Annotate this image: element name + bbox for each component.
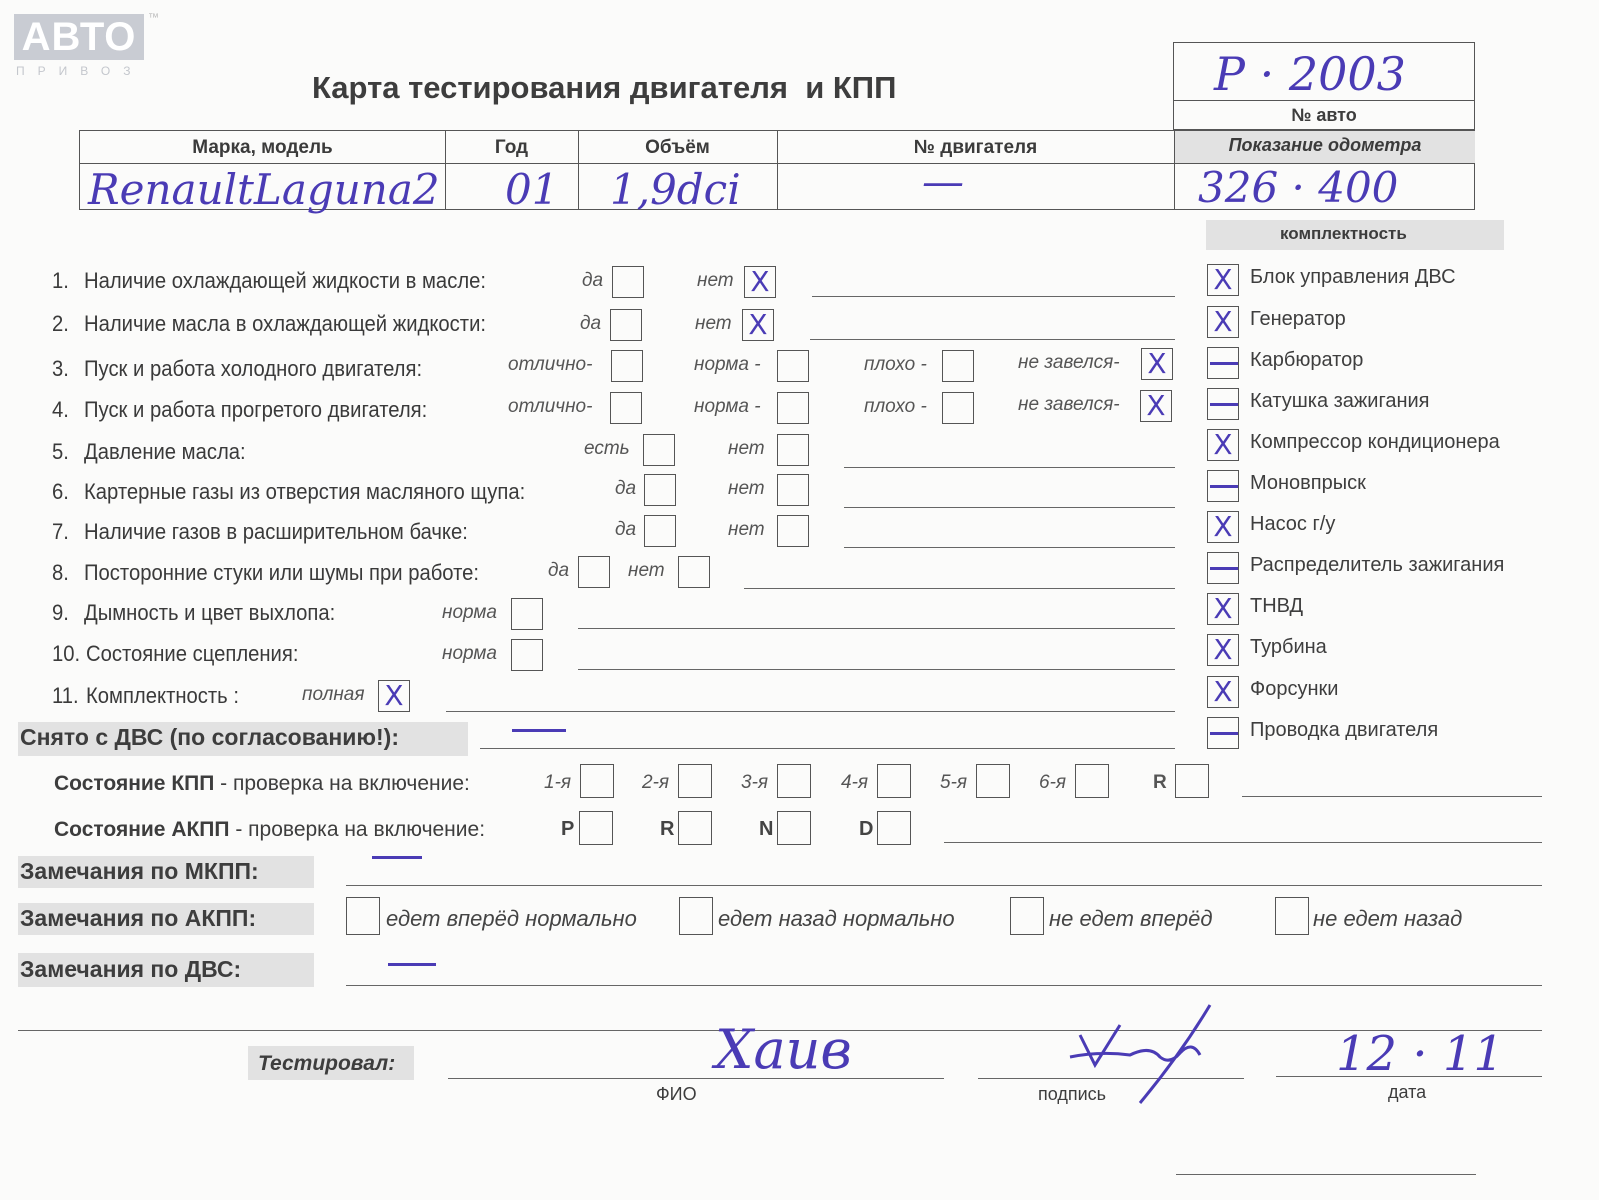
option-checkbox[interactable] bbox=[378, 680, 410, 712]
akpp-remark-checkbox[interactable] bbox=[1275, 897, 1309, 935]
option-label: не завелся- bbox=[1018, 394, 1120, 415]
kpp-gear-checkbox[interactable] bbox=[580, 764, 614, 798]
kpp-gear-label: 3-я bbox=[741, 772, 769, 793]
checkbox-dash-mark bbox=[1210, 567, 1238, 570]
sign-label: подпись bbox=[1038, 1084, 1107, 1104]
option-label: нет bbox=[728, 478, 765, 499]
akpp-remark-checkbox[interactable] bbox=[346, 897, 380, 935]
option-checkbox[interactable] bbox=[777, 474, 809, 506]
option-label: есть bbox=[584, 438, 630, 459]
question-number: 7. bbox=[52, 519, 69, 544]
kit-checkbox[interactable] bbox=[1207, 264, 1239, 296]
kit-item-label: Компрессор кондиционера bbox=[1250, 431, 1500, 453]
akpp-gear-checkbox[interactable] bbox=[678, 811, 712, 845]
header-engine-number: № двигателя bbox=[913, 137, 1038, 158]
odometer-value: 326 · 400 bbox=[1198, 163, 1399, 212]
kit-item-label: Катушка зажигания bbox=[1250, 390, 1430, 412]
checkbox-x-mark: X bbox=[1213, 263, 1233, 296]
checkbox-x-mark: X bbox=[1213, 633, 1233, 666]
option-label: нет bbox=[728, 438, 765, 459]
option-label: нет bbox=[728, 519, 765, 540]
akpp-gear-label: P bbox=[561, 818, 575, 840]
checkbox-x-mark: X bbox=[1146, 389, 1166, 422]
kpp-gear-checkbox[interactable] bbox=[976, 764, 1010, 798]
option-checkbox[interactable] bbox=[777, 392, 809, 424]
question-number: 10. bbox=[52, 641, 81, 666]
kpp-gear-label: R bbox=[1153, 772, 1167, 793]
kit-header: комплектность bbox=[1280, 224, 1407, 243]
logo bbox=[14, 12, 159, 78]
option-checkbox[interactable] bbox=[777, 434, 809, 466]
option-checkbox[interactable] bbox=[511, 598, 543, 630]
volume-value: 1,9dci bbox=[610, 165, 741, 214]
question-text: Наличие газов в расширительном бачке: bbox=[84, 519, 468, 544]
kpp-gear-checkbox[interactable] bbox=[777, 764, 811, 798]
kit-item-label: Проводка двигателя bbox=[1250, 719, 1439, 741]
akpp-gear-checkbox[interactable] bbox=[877, 811, 911, 845]
option-checkbox[interactable] bbox=[942, 350, 974, 382]
kit-checkbox[interactable] bbox=[1207, 470, 1239, 502]
answer-line bbox=[578, 628, 1175, 629]
remarks-dvs-label: Замечания по ДВС: bbox=[20, 956, 242, 982]
question-number: 9. bbox=[52, 600, 69, 625]
kit-checkbox[interactable] bbox=[1207, 717, 1239, 749]
question-number: 2. bbox=[52, 311, 69, 336]
option-label: нет bbox=[628, 560, 665, 581]
option-label: норма - bbox=[694, 396, 761, 417]
option-checkbox[interactable] bbox=[611, 350, 643, 382]
option-label: плохо - bbox=[864, 354, 927, 375]
kit-checkbox[interactable] bbox=[1207, 511, 1239, 543]
odometer-label: Показание одометра bbox=[1228, 135, 1422, 155]
option-label: да bbox=[580, 313, 602, 334]
kit-checkbox[interactable] bbox=[1207, 388, 1239, 420]
option-checkbox[interactable] bbox=[678, 556, 710, 588]
vehicle-table bbox=[79, 130, 1475, 214]
option-checkbox[interactable] bbox=[578, 556, 610, 588]
akpp-gear-checkbox[interactable] bbox=[777, 811, 811, 845]
question-text: Наличие охлаждающей жидкости в масле: bbox=[84, 268, 487, 293]
remarks-dvs-dash bbox=[388, 963, 436, 966]
auto-number-label: № авто bbox=[1291, 105, 1357, 125]
logo-sub: ПРИВОЗ bbox=[16, 64, 144, 78]
option-checkbox[interactable] bbox=[744, 266, 776, 298]
year-value: 01 bbox=[505, 165, 559, 214]
question-number: 8. bbox=[52, 560, 69, 585]
kit-checkbox[interactable] bbox=[1207, 634, 1239, 666]
removed-label: Снято с ДВС (по согласованию!): bbox=[20, 724, 399, 750]
header-volume: Объём bbox=[645, 137, 710, 158]
question-text: Комплектность : bbox=[86, 683, 239, 708]
answer-line bbox=[844, 507, 1175, 508]
date-label: дата bbox=[1388, 1082, 1427, 1102]
kit-checkbox[interactable] bbox=[1207, 306, 1239, 338]
checkbox-dash-mark bbox=[1210, 732, 1238, 735]
engine-number-value: — bbox=[922, 157, 964, 206]
option-label: да bbox=[615, 519, 637, 540]
tester-fio: Хаив bbox=[715, 1018, 852, 1081]
kit-item-label: ТНВД bbox=[1250, 595, 1304, 617]
logo-main: АВТО bbox=[14, 14, 144, 60]
kpp-gear-label: 5-я bbox=[940, 772, 968, 793]
answer-line bbox=[844, 547, 1175, 548]
akpp-gear-checkbox[interactable] bbox=[579, 811, 613, 845]
answer-line bbox=[810, 339, 1175, 340]
option-label: отлично- bbox=[508, 396, 593, 417]
kpp-gear-checkbox[interactable] bbox=[877, 764, 911, 798]
kpp-gear-checkbox[interactable] bbox=[1075, 764, 1109, 798]
answer-line bbox=[812, 296, 1175, 297]
kit-checkbox[interactable] bbox=[1207, 552, 1239, 584]
question-number: 5. bbox=[52, 439, 69, 464]
option-label: полная bbox=[302, 684, 365, 705]
option-label: да bbox=[548, 560, 570, 581]
kpp-gear-checkbox[interactable] bbox=[1175, 764, 1209, 798]
question-text: Дымность и цвет выхлопа: bbox=[84, 600, 336, 625]
option-label: да bbox=[582, 270, 604, 291]
question-text: Картерные газы из отверстия масляного щупа: bbox=[84, 479, 526, 504]
checkbox-x-mark: X bbox=[1213, 675, 1233, 708]
option-label: да bbox=[615, 478, 637, 499]
akpp-label: Состояние АКПП - проверка на включение: bbox=[54, 818, 486, 841]
kit-item-label: Генератор bbox=[1250, 308, 1346, 330]
kit-checkbox[interactable] bbox=[1207, 593, 1239, 625]
option-label: не завелся- bbox=[1018, 352, 1120, 373]
option-checkbox[interactable] bbox=[644, 515, 676, 547]
checkbox-x-mark: X bbox=[1213, 592, 1233, 625]
option-checkbox[interactable] bbox=[742, 309, 774, 341]
header-year: Год bbox=[494, 137, 529, 158]
option-checkbox[interactable] bbox=[777, 515, 809, 547]
header-make-model: Марка, модель bbox=[192, 137, 333, 158]
kit-checkbox[interactable] bbox=[1207, 429, 1239, 461]
option-checkbox[interactable] bbox=[1140, 390, 1172, 422]
answer-line bbox=[844, 467, 1175, 468]
logo-tm: ™ bbox=[148, 12, 159, 24]
remarks-akpp-label: Замечания по АКПП: bbox=[20, 905, 257, 931]
akpp-gear-label: R bbox=[660, 818, 675, 840]
fio-label: ФИО bbox=[656, 1084, 697, 1104]
question-text: Пуск и работа холодного двигателя: bbox=[84, 356, 423, 381]
akpp-remark-label: не едет назад bbox=[1313, 906, 1463, 931]
akpp-remark-label: едет вперёд нормально bbox=[386, 906, 637, 931]
kit-item-label: Турбина bbox=[1250, 636, 1327, 658]
question-number: 3. bbox=[52, 356, 69, 381]
question-text: Посторонние стуки или шумы при работе: bbox=[84, 560, 480, 585]
checkbox-dash-mark bbox=[1210, 485, 1238, 488]
option-checkbox[interactable] bbox=[511, 639, 543, 671]
test-date: 12 · 11 bbox=[1336, 1026, 1504, 1082]
kpp-gear-checkbox[interactable] bbox=[678, 764, 712, 798]
akpp-remark-label: едет назад нормально bbox=[718, 906, 955, 931]
akpp-note-dash bbox=[372, 856, 422, 859]
kpp-gear-label: 1-я bbox=[544, 772, 572, 793]
option-label: норма bbox=[442, 602, 497, 623]
option-checkbox[interactable] bbox=[644, 474, 676, 506]
answer-line bbox=[446, 711, 1175, 712]
checkbox-x-mark: X bbox=[384, 679, 404, 712]
option-checkbox[interactable] bbox=[610, 309, 642, 341]
option-checkbox[interactable] bbox=[610, 392, 642, 424]
remarks-mkpp-label: Замечания по МКПП: bbox=[20, 858, 259, 884]
checkbox-x-mark: X bbox=[1147, 347, 1167, 380]
checkbox-dash-mark bbox=[1210, 403, 1238, 406]
kit-item-label: Карбюратор bbox=[1250, 349, 1364, 371]
answer-line bbox=[578, 669, 1175, 670]
make-model-value: RenaultLaguna2 bbox=[88, 165, 440, 214]
kit-checkbox[interactable] bbox=[1207, 676, 1239, 708]
checkbox-x-mark: X bbox=[1213, 305, 1233, 338]
checkbox-dash-mark bbox=[1210, 362, 1238, 365]
kit-item-label: Распределитель зажигания bbox=[1250, 554, 1505, 576]
option-label: норма bbox=[442, 643, 497, 664]
kpp-gear-label: 2-я bbox=[642, 772, 670, 793]
option-checkbox[interactable] bbox=[1141, 348, 1173, 380]
kit-item-label: Форсунки bbox=[1250, 678, 1339, 700]
option-label: нет bbox=[697, 270, 734, 291]
kit-checkbox[interactable] bbox=[1207, 347, 1239, 379]
question-number: 6. bbox=[52, 479, 69, 504]
option-checkbox[interactable] bbox=[643, 434, 675, 466]
auto-number-box bbox=[1173, 42, 1475, 130]
kpp-gear-label: 6-я bbox=[1039, 772, 1067, 793]
option-label: отлично- bbox=[508, 354, 593, 375]
option-label: норма - bbox=[694, 354, 761, 375]
akpp-remark-checkbox[interactable] bbox=[679, 897, 713, 935]
kpp-gear-label: 4-я bbox=[841, 772, 869, 793]
akpp-remark-checkbox[interactable] bbox=[1010, 897, 1044, 935]
checkbox-x-mark: X bbox=[748, 308, 768, 341]
kit-item-label: Блок управления ДВС bbox=[1250, 266, 1456, 288]
akpp-remark-label: не едет вперёд bbox=[1049, 906, 1213, 931]
kpp-label: Состояние КПП - проверка на включение: bbox=[54, 772, 470, 795]
checkbox-x-mark: X bbox=[1213, 510, 1233, 543]
answer-line bbox=[744, 588, 1175, 589]
option-label: нет bbox=[695, 313, 732, 334]
kit-item-label: Насос г/у bbox=[1250, 513, 1336, 535]
question-text: Состояние сцепления: bbox=[86, 641, 299, 666]
question-text: Давление масла: bbox=[84, 439, 246, 464]
akpp-gear-label: D bbox=[859, 818, 874, 840]
question-number: 4. bbox=[52, 397, 69, 422]
option-checkbox[interactable] bbox=[777, 350, 809, 382]
akpp-gear-label: N bbox=[759, 818, 774, 840]
tested-label: Тестировал: bbox=[258, 1052, 396, 1075]
kit-item-label: Моновпрыск bbox=[1250, 472, 1366, 494]
option-label: плохо - bbox=[864, 396, 927, 417]
removed-value-dash bbox=[512, 729, 566, 732]
question-text: Наличие масла в охлаждающей жидкости: bbox=[84, 311, 487, 336]
checkbox-x-mark: X bbox=[1213, 428, 1233, 461]
option-checkbox[interactable] bbox=[612, 266, 644, 298]
question-number: 1. bbox=[52, 268, 69, 293]
page-title: Карта тестирования двигателя и КПП bbox=[312, 70, 897, 105]
option-checkbox[interactable] bbox=[942, 392, 974, 424]
checkbox-x-mark: X bbox=[750, 265, 770, 298]
question-number: 11. bbox=[52, 683, 79, 708]
question-text: Пуск и работа прогретого двигателя: bbox=[84, 397, 428, 422]
auto-number-value: P · 2003 bbox=[1214, 47, 1406, 101]
